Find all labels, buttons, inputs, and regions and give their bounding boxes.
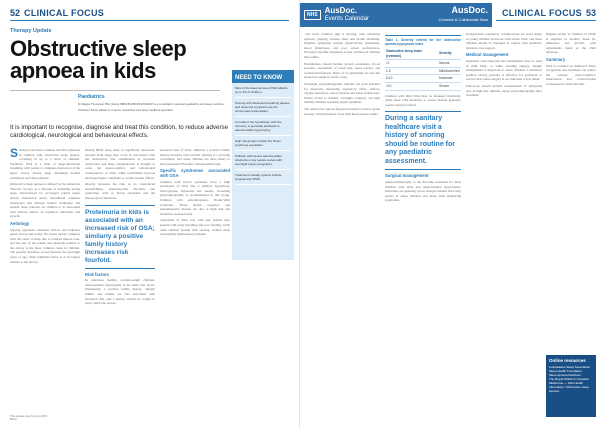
table-row: >10 Severe (385, 82, 461, 90)
ad-logo-sub: Connect & Collaborate Now (438, 17, 488, 22)
resource-link[interactable]: Australasian Sleep Association (549, 365, 591, 369)
need-to-know-box (232, 70, 294, 260)
resource-link[interactable]: Sleep Health Foundation (549, 369, 583, 373)
table-header: Severity (438, 48, 461, 60)
subheading-risk: Risk factors (85, 271, 109, 277)
resource-link[interactable]: The Royal Children's Hospital (549, 377, 589, 381)
body-column (546, 32, 596, 347)
body-paragraph: ...the most common sign is snoring, with witnessed apnoeas, gasping, restless sleep and mouth breathing. Daytime symptoms include hyperactivity, inattention, mood disturbance and poor school performance. Excessive daytime sleepiness is less common in children than adults. (304, 32, 380, 59)
need-to-know-item: Children with severe adenotonsillar obstruction may require review with overnight polysomnography. (235, 154, 291, 170)
body-paragraph: Postoperative respiratory complications are more likely in young children and those with severe OSA, and these children should be managed in centres with paediatric intensive care support. (466, 32, 542, 50)
right-body-columns (304, 32, 542, 417)
body-column (304, 32, 380, 417)
right-header (496, 5, 596, 21)
right-page (300, 0, 600, 428)
online-resources-title: Online resources (549, 358, 586, 363)
body-paragraph: Obesity increases the risk, as do craniofacial abnormalities, neuromuscular disorders and syndromes such as Down syndrome and the mucopolysaccharidoses. (85, 182, 155, 200)
subheading-surgical: Surgical management (385, 173, 429, 179)
need-to-know-item: Treatment modality options include surgical and CPAP. (235, 173, 291, 185)
need-to-know-title: NEED TO KNOW (232, 73, 294, 83)
need-to-know-item: A model of the hypothesis, with the oximetry, is generally attributed to adenotonsillar hypertrophy. (235, 120, 291, 136)
ad-logo: AusDoc. Connect & Collaborate Now (438, 5, 488, 22)
pull-quote: During a sanitary healthcare visit a history of snoring should be routine for any paediatric assessment. (385, 111, 461, 170)
author-block (78, 94, 228, 112)
body-column (385, 32, 461, 417)
body-column (466, 32, 542, 417)
article-title: Obstructive sleep apnoea in kids (10, 36, 187, 83)
ad-subtitle: Events Calendar (324, 16, 369, 22)
standfirst: It is important to recognise, diagnose and treat this condition, to reduce adverse cardiological, neurological and behavioural effects. (10, 124, 229, 139)
table-row: <1 Normal (385, 60, 461, 68)
online-resources-box (546, 355, 596, 417)
page-number: 53 (585, 7, 596, 18)
body-column (160, 148, 230, 418)
body-column (85, 148, 155, 418)
events-ad-banner[interactable] (300, 3, 492, 27)
kicker: Therapy Update (10, 28, 52, 34)
body-paragraph: During REM sleep there is significant hypotonia. Arousal from sleep may occur in association with the obstruction. The combination of recurrent obstruction and sleep fragmentation is thought to cause the neurocognitive and behavioural consequences of OSA, while intermittent hypoxia and hypercapnia contribute to cardiovascular effects. (85, 148, 155, 180)
table-row: 5-10 Moderate (385, 75, 461, 83)
body-paragraph: In otherwise healthy, normal-weight children, adenotonsillar hypertrophy is the main risk factor. Prematurity, a positive family history, allergic rhinitis and asthma are also associated with increased risk, and a history should be sought in every child who snores. (85, 278, 155, 306)
body-paragraph: Children with Down syndrome have a high prevalence of OSA due to midface hypoplasia, macroglossia, hypotonia and obesity. Screening polysomnography is recommended in this group. Children with achondroplasia, Prader-Willi syndrome, Pierre Robin sequence and neuromuscular disease are also at high risk and should be assessed early. (160, 179, 230, 216)
subheading-medical: Medical management (466, 52, 509, 58)
table-row: 1-5 Mild/borderline (385, 67, 461, 75)
resource-link[interactable]: Melbourne — Kids Health Information: Obstructive sleep apnoea (549, 381, 589, 393)
need-to-know-item: Snoring with witnessed breathing pauses and observed symptoms are the commonest presentation. (235, 101, 291, 117)
author-label: Paediatrics (78, 94, 105, 100)
author-line: Professor Karen Waters is a senior researcher and sleep medicine specialist. (78, 108, 174, 112)
table-header: Obstructive sleep index (events/h) (385, 48, 438, 60)
body-paragraph: Regular review of children on CPAP is required to monitor mask fit, adherence and growth, with adjustments made as the child develops. (546, 32, 596, 55)
body-paragraph: Snoring is the most common and first symptom in children with obstructive sleep apnoea, occurring in up to a third of children. Paediatric OSA is a form of sleep-disordered breathing, with partial or complete obstruction of the upper airway during sleep disrupting normal ventilation and sleep patterns. (10, 148, 80, 180)
title-divider (10, 90, 220, 91)
body-paragraph: Obstructive sleep apnoea is defined by the American Thoracic Society as a disorder of breathing during sleep characterised by prolonged partial upper airway obstruction and/or intermittent complete obstruction that disrupts normal ventilation and normal sleep patterns. In children it is associated with adverse effects on cognition, behaviour and growth. (10, 182, 80, 219)
body-paragraph: Adenotonsillectomy is the first-line treatment for most children with OSA and adenotonsillar hypertrophy. Outcomes are generally good, though residual OSA may persist in obese children and those with underlying syndromes. (385, 179, 461, 203)
body-paragraph: Follow-up should include reassessment of symptoms and, in high-risk children, repeat polysomnography after treatment. (466, 83, 542, 98)
subheading-specific: Specific syndromes associated with OSA (160, 168, 230, 178)
drop-cap: S (10, 148, 19, 160)
left-body-columns (10, 148, 230, 418)
author-line: Dr Megan Thompson BSc (Hons) MBChB MRCPCH FRACP is a consultant in general paediatrics and sleep medicine. (78, 102, 225, 106)
body-column (10, 148, 80, 418)
severity-table (385, 48, 461, 91)
subheading-summary: Summary (546, 56, 566, 62)
table-header-row (385, 48, 461, 60)
body-paragraph: Snoring represents turbulent airflow and indicates upper airway narrowing. The upper airway collapses with the onset of sleep due to reduced muscle tone, and the size of the tonsils and adenoids relative to the airway is the most common cause in children. The greatest incidence occurs between two and eight years of age, when lymphoid tissue is at its largest relative to the airway. (10, 227, 80, 264)
page-number: 52 (10, 7, 21, 18)
body-paragraph: Examination should include growth parameters, blood pressure, assessment of tonsil size, nasal patency and craniofacial features. Signs of cor pulmonale are rare but should be sought in severe cases. (304, 61, 380, 80)
cpd-footnote: This update also forms a CPD MCQ. (10, 413, 48, 422)
left-header (10, 5, 289, 21)
body-paragraph: Children with mild OSA may be managed medically, while those with moderate to severe disease generally require surgical referral. (385, 93, 461, 107)
need-to-know-item: Most of the sleep apnoea (OSA) affects up to 1% of children. (235, 86, 291, 98)
ad-badge: NHS (304, 10, 321, 20)
body-paragraph: Symptoms of OSA vary with age. Infants may present with noisy breathing and poor feeding, while older children present with snoring, restless sleep and daytime behavioural problems. (160, 218, 230, 237)
pull-quote: Proteinuria in kids is associated with an increased risk of OSA; similarly a positive family history increases risk fourfold. (85, 205, 155, 269)
body-paragraph: Increased risk of OSA, similarly a positive family history increases risk fourfold. Obesity is a growing contributor, and obese children are more likely to have persistent OSA after adenotonsillectomy. (160, 148, 230, 166)
body-paragraph: Overnight polysomnography remains the gold standard for diagnosis, measuring respiratory effort, airflow, oxygen saturation, carbon dioxide and sleep architecture. Where access is limited, overnight oximetry can help identify children requiring urgent treatment. (304, 81, 380, 105)
severity-table-caption: Table 1. Severity criteria for the obstructive apnoea-hypopnoea index (385, 38, 461, 46)
ad-title: AusDoc. Events Calendar (324, 6, 369, 22)
resource-link[interactable]: Sleep apnoea factsheet (549, 373, 581, 377)
need-to-know-item: High risk groups include the Down syndrome population. (235, 139, 291, 151)
body-paragraph: OSA is common in childhood. Early recognition and treatment can reduce the adverse neurocognitive, behavioural and cardiovascular consequences of the disorder. (546, 63, 596, 86)
severity-table-box (385, 35, 461, 91)
body-paragraph: The obstructive apnoea-hypopnoea index is used to grade severity, with thresholds lower than those used in adults. (304, 106, 380, 116)
subheading-aetiology: Aetiology (10, 220, 30, 226)
right-side-column (546, 32, 596, 417)
section-title: CLINICAL FOCUS (24, 7, 105, 18)
section-title: CLINICAL FOCUS (501, 7, 582, 18)
body-paragraph: Intranasal corticosteroids and montelukast may be used in mild OSA, or while awaiting surgery. Weight management is important in obese children. Continuous positive airway pressure is effective for persistent or severe OSA where surgery is not indicated or has failed. (466, 58, 542, 82)
